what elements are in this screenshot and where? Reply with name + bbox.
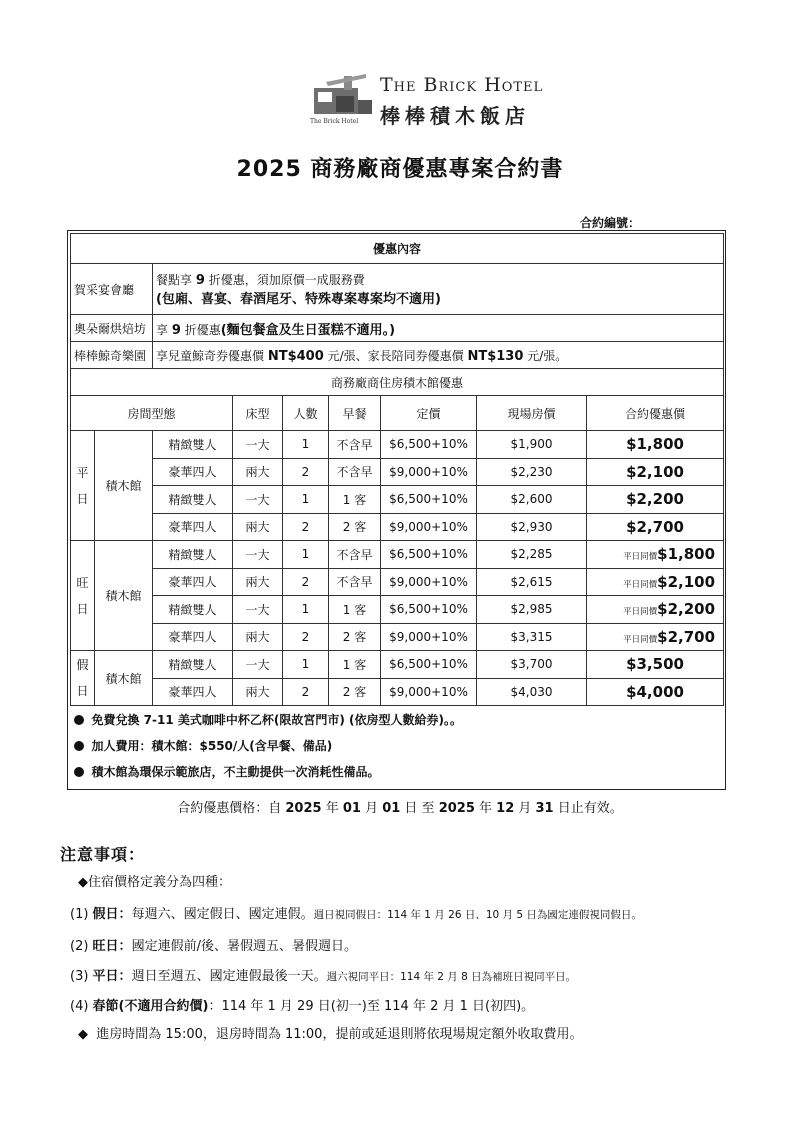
bullet-text: 加人費用：積木館：$550/人(含早餐、備品) [91,738,333,753]
breakfast: 2 客 [329,623,381,651]
room-row [71,541,724,569]
list-price: $9,000+10% [381,513,477,541]
logo-chinese: 棒棒積木飯店 [380,104,530,128]
contract-price-value: $4,000 [626,682,684,701]
document-title: 2025 商務廠商優惠專案合約書 [236,157,564,182]
same-as-weekday-note: 平日同價 [623,607,658,618]
bed-type: 一大 [233,596,283,624]
room-type: 豪華四人 [153,458,233,486]
note-checkin: ◆ 進房時間為 15:00，退房時間為 11:00，提前或延退則將依現場規定額外收取費用。 [78,1027,583,1042]
contract-price [587,541,724,569]
people-count: 2 [283,678,329,706]
benefit-bakery: 享 9 折優惠(麵包餐盒及生日蛋糕不適用。) [153,315,724,342]
contract-price [587,486,724,514]
walkin-price: $4,030 [477,678,587,706]
col-room-type: 房間型態 [71,396,233,431]
breakfast: 1 客 [329,651,381,679]
bed-type: 兩大 [233,458,283,486]
room-type: 精緻雙人 [153,431,233,459]
contract-price-value: $1,800 [657,545,716,564]
day-type-label [71,651,95,706]
room-type: 精緻雙人 [153,596,233,624]
notes-title: 注意事項： [60,845,146,864]
people-count: 1 [283,541,329,569]
hotel-name: 積木館 [95,541,153,651]
bed-type: 兩大 [233,568,283,596]
bed-type: 一大 [233,651,283,679]
list-price: $6,500+10% [381,431,477,459]
note-holiday: (1) 假日：每週六、國定假日、國定連假。週日視同假日：114 年 1 月 26 日、10 月 5 日為國定連假視同假日。 [70,907,642,922]
contract-price-value: $2,200 [626,490,684,509]
venue-banquet: 賀采宴會廳 [71,264,153,315]
hotel-logo [306,70,556,130]
bullet-dot-icon [74,715,84,725]
breakfast: 1 客 [329,486,381,514]
bed-type: 一大 [233,541,283,569]
breakfast: 1 客 [329,596,381,624]
walkin-price: $2,230 [477,458,587,486]
people-count: 2 [283,568,329,596]
room-type: 豪華四人 [153,678,233,706]
col-walkin-price: 現場房價 [477,396,587,431]
contract-price [587,568,724,596]
day-type-char: 假 [76,658,89,672]
bullet-dot-icon [74,741,84,751]
bed-type: 兩大 [233,623,283,651]
bullet-item [71,758,724,784]
day-type-char: 日 [76,491,89,506]
bullet-item [71,706,724,733]
room-row [71,513,724,541]
bed-type: 兩大 [233,513,283,541]
note-lunar-new-year: (4) 春節(不適用合約價)：114 年 1 月 29 日(初一)至 114 年 2 月 1 日(初四)。 [70,999,535,1014]
contract-price [587,431,724,459]
breakfast: 不含早 [329,458,381,486]
contract-number-label: 合約編號： [580,216,641,230]
col-list-price: 定價 [381,396,477,431]
hotel-name: 積木館 [95,431,153,541]
room-row [71,596,724,624]
contract-price [587,596,724,624]
bed-type: 一大 [233,431,283,459]
room-section-header: 商務廠商住房積木館優惠 [71,369,724,396]
walkin-price: $2,985 [477,596,587,624]
room-type: 豪華四人 [153,623,233,651]
list-price: $9,000+10% [381,678,477,706]
benefit-banquet: 餐點享 9 折優惠，須加原價一成服務費 (包廂、喜宴、春酒尾牙、特殊專案專案均不適用) [153,264,724,315]
contract-price [587,513,724,541]
day-type-char: 日 [76,684,89,698]
contract-price-value: $2,200 [657,600,716,619]
bullet-text: 免費兌換 7-11 美式咖啡中杯乙杯(限故宮門市) (依房型人數給券)。。 [91,712,463,727]
list-price: $6,500+10% [381,486,477,514]
logo-english: The Brick Hotel [380,74,544,96]
people-count: 2 [283,623,329,651]
people-count: 1 [283,596,329,624]
col-contract-price: 合約優惠價 [587,396,724,431]
same-as-weekday-note: 平日同價 [623,634,658,645]
walkin-price: $2,285 [477,541,587,569]
bullet-item [71,732,724,758]
diamond-bullet-icon: ◆ [78,1027,88,1042]
venue-park: 棒棒鯨奇樂園 [71,342,153,369]
benefit-park: 享兒童鯨奇券優惠價 NT$400 元/張、家長陪同券優惠價 NT$130 元/張。 [153,342,724,369]
same-as-weekday-note: 平日同價 [623,552,658,563]
list-price: $9,000+10% [381,458,477,486]
walkin-price: $3,700 [477,651,587,679]
contract-price [587,458,724,486]
room-column-headers [71,396,724,431]
contract-price-value: $2,100 [657,572,716,591]
day-type-char: 平 [76,465,89,480]
benefits-table [70,233,724,784]
list-price: $9,000+10% [381,623,477,651]
walkin-price: $1,900 [477,431,587,459]
walkin-price: $3,315 [477,623,587,651]
people-count: 1 [283,651,329,679]
day-type-label [71,541,95,651]
people-count: 1 [283,486,329,514]
people-count: 2 [283,513,329,541]
contract-price [587,678,724,706]
validity-line: 合約優惠價格：自 2025 年 01 月 01 日 至 2025 年 12 月 31 日止有效。 [177,801,623,816]
bed-type: 兩大 [233,678,283,706]
people-count: 1 [283,431,329,459]
breakfast: 不含早 [329,568,381,596]
benefits-header: 優惠內容 [71,234,724,264]
bullet-dot-icon [74,767,84,777]
breakfast: 不含早 [329,541,381,569]
col-breakfast: 早餐 [329,396,381,431]
day-type-char: 旺 [76,575,89,590]
bullet-text: 積木館為環保示範旅店，不主動提供一次消耗性備品。 [91,764,380,779]
contract-price [587,623,724,651]
note-weekday: (3) 平日：週日至週五、國定連假最後一天。週六視同平日：114 年 2 月 8 日為補班日視同平日。 [70,969,577,984]
breakfast: 2 客 [329,678,381,706]
walkin-price: $2,600 [477,486,587,514]
room-row [71,458,724,486]
people-count: 2 [283,458,329,486]
room-type: 豪華四人 [153,513,233,541]
bullet-row [71,706,724,733]
walkin-price: $2,615 [477,568,587,596]
room-row [71,623,724,651]
room-row [71,651,724,679]
room-row [71,678,724,706]
list-price: $6,500+10% [381,651,477,679]
contract-price-value: $2,100 [626,462,684,481]
venue-bakery: 奧朵爾烘焙坊 [71,315,153,342]
bullet-row [71,758,724,784]
room-row [71,431,724,459]
hotel-name: 積木館 [95,651,153,706]
day-type-char: 日 [76,601,89,616]
breakfast: 2 客 [329,513,381,541]
room-type: 精緻雙人 [153,651,233,679]
room-row [71,486,724,514]
list-price: $9,000+10% [381,568,477,596]
list-price: $6,500+10% [381,541,477,569]
col-bed: 床型 [233,396,283,431]
notes-intro: ◆住宿價格定義分為四種： [78,875,231,890]
contract-price-value: $1,800 [626,435,684,454]
bullet-row [71,732,724,758]
col-people: 人數 [283,396,329,431]
room-type: 精緻雙人 [153,486,233,514]
logo-small-text: The Brick Hotel [310,118,359,125]
contract-price [587,651,724,679]
list-price: $6,500+10% [381,596,477,624]
room-type: 豪華四人 [153,568,233,596]
bed-type: 一大 [233,486,283,514]
breakfast: 不含早 [329,431,381,459]
room-type: 精緻雙人 [153,541,233,569]
room-row [71,568,724,596]
contract-price-value: $3,500 [626,655,684,674]
contract-price-value: $2,700 [626,517,684,536]
walkin-price: $2,930 [477,513,587,541]
contract-price-value: $2,700 [657,627,716,646]
day-type-label [71,431,95,541]
same-as-weekday-note: 平日同價 [623,579,658,590]
note-peak: (2) 旺日：國定連假前/後、暑假週五、暑假週日。 [70,939,357,954]
